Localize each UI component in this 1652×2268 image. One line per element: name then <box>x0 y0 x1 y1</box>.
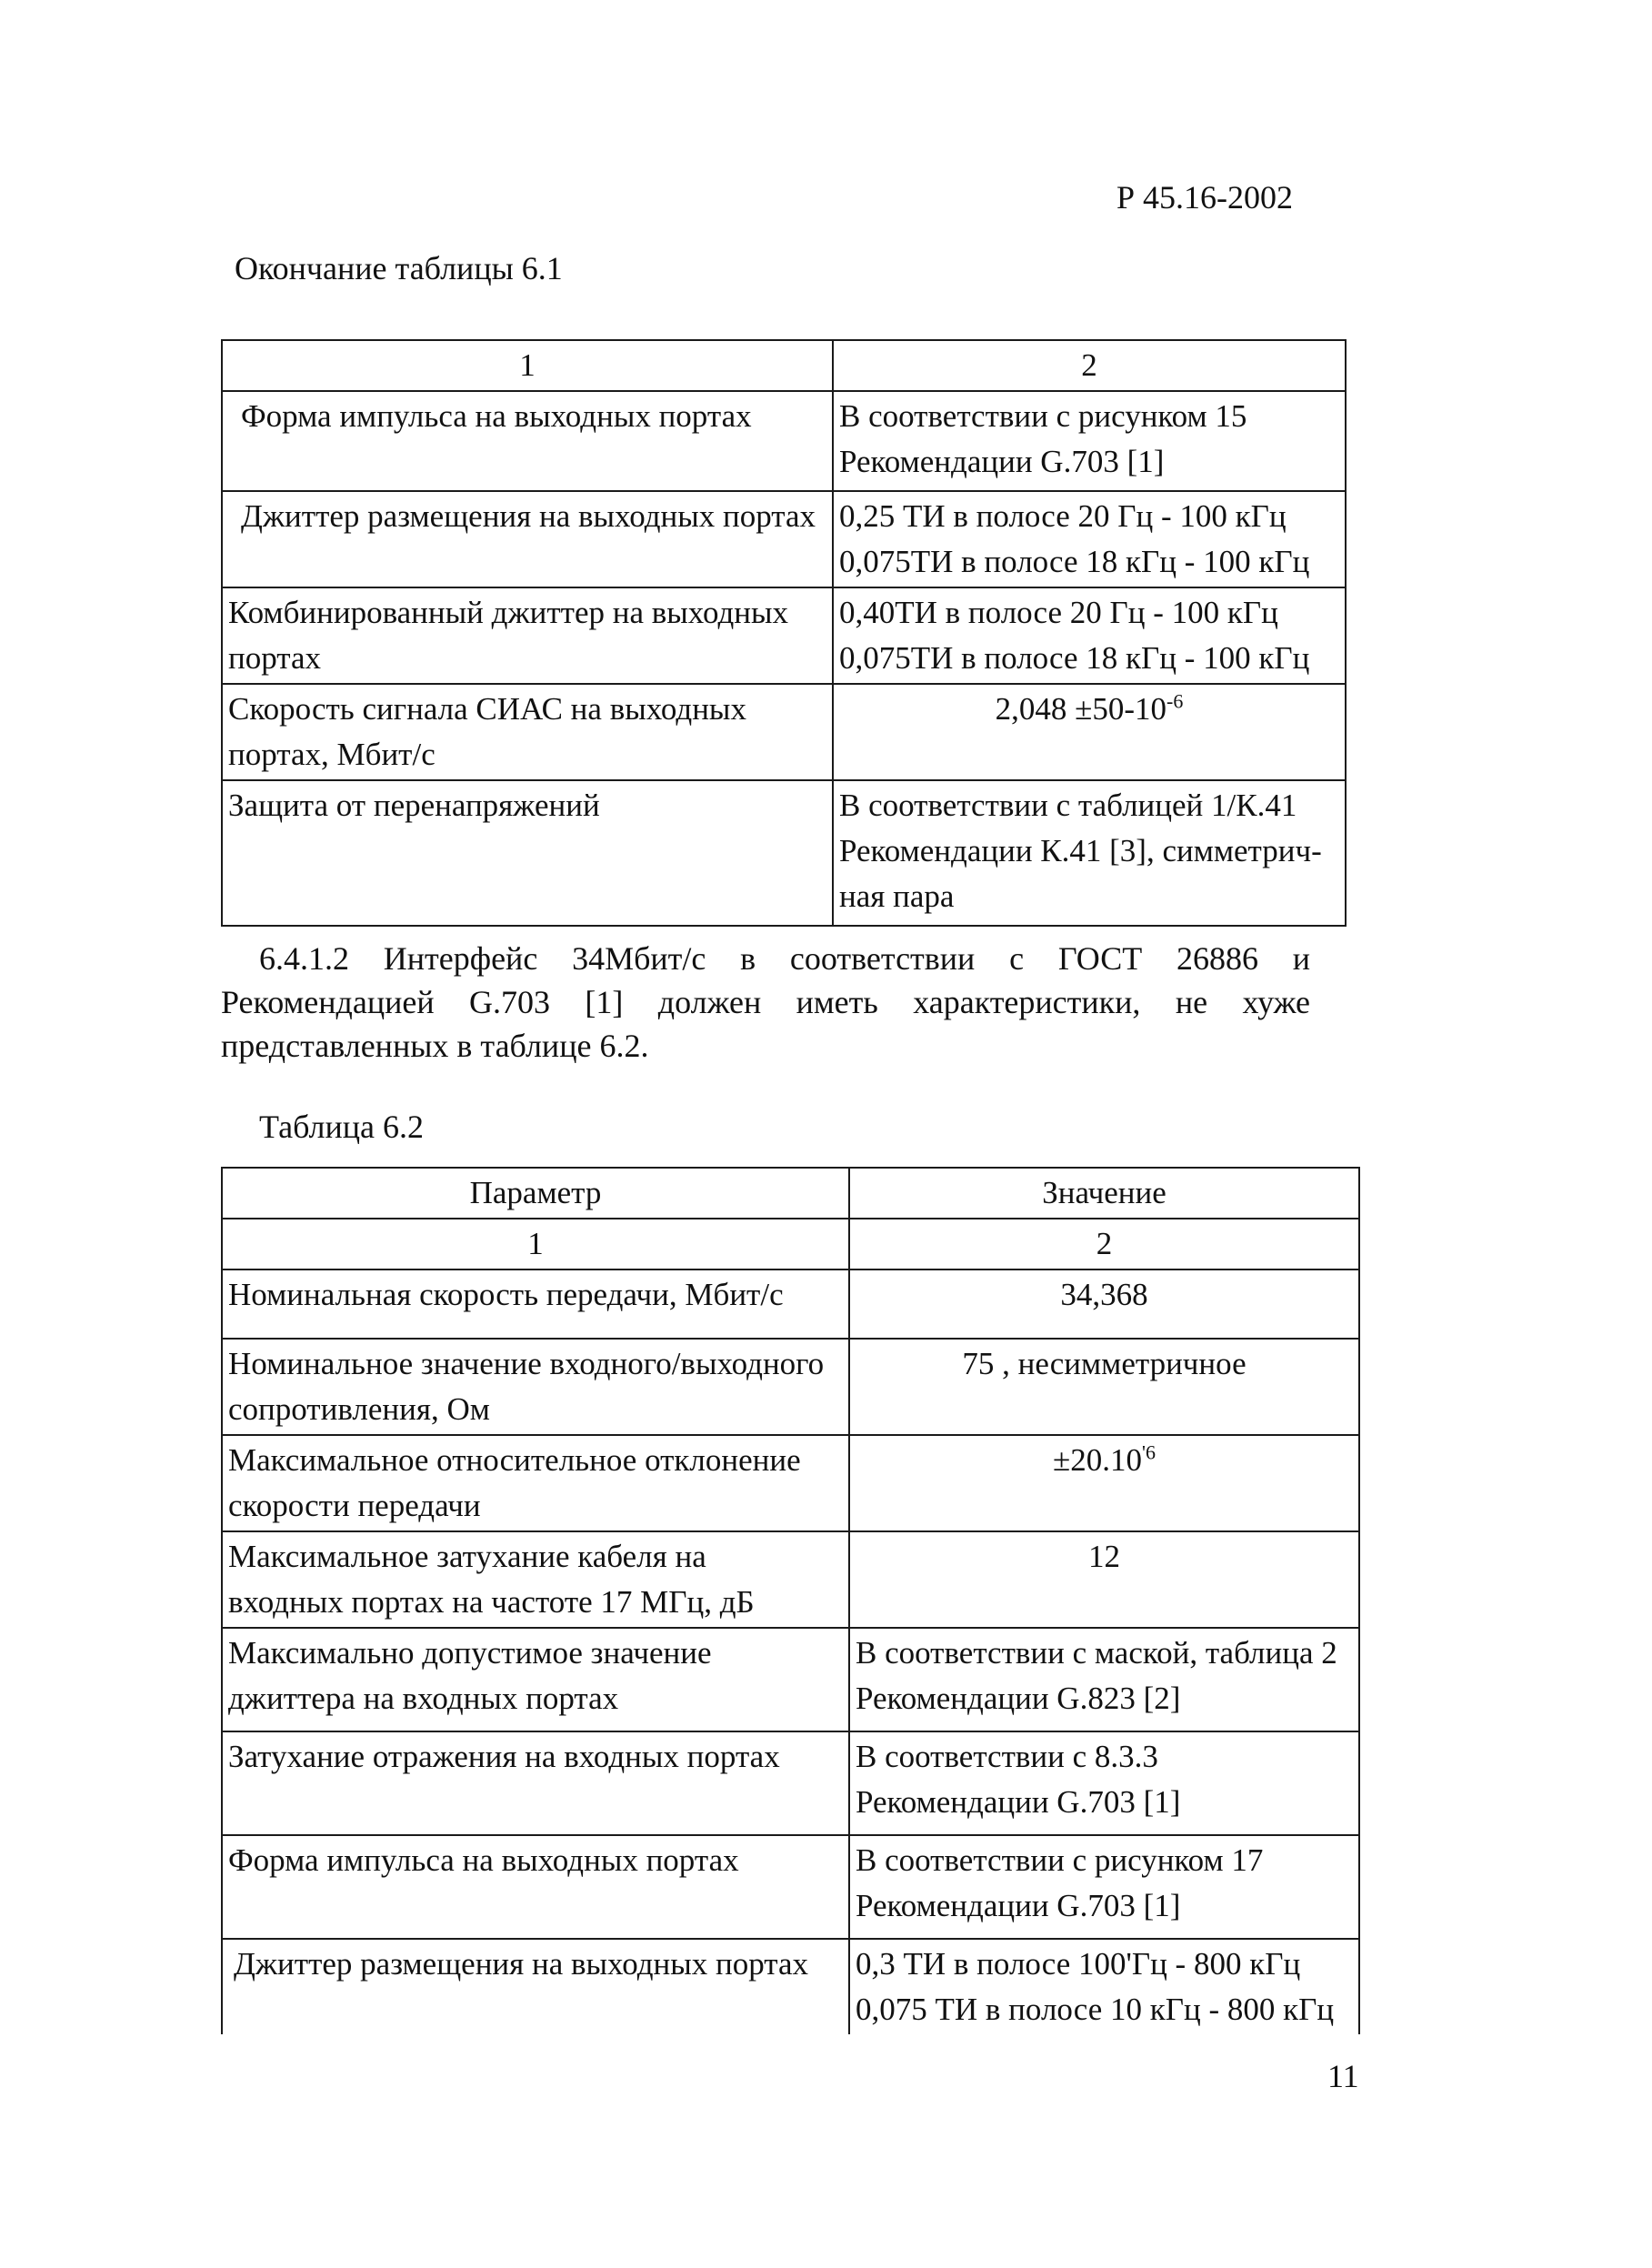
param-cell: Джиттер размещения на выходных портах <box>222 1939 849 2034</box>
value-cell: В соответствии с рисунком 15 Рекомендации G.703 [1] <box>833 391 1346 491</box>
table-row <box>222 1939 1359 2034</box>
value-cell <box>849 1435 1359 1531</box>
param-cell: Джиттер размещения на выходных портах <box>222 491 833 587</box>
param-cell: Затухание отражения на входных портах <box>222 1731 849 1835</box>
column-number: 1 <box>222 340 833 391</box>
value-cell: 75 , несимметричное <box>849 1339 1359 1435</box>
table2-caption: Таблица 6.2 <box>259 1109 424 1145</box>
table-row <box>222 1219 1359 1269</box>
table-row <box>222 391 1346 491</box>
table-6-2 <box>221 1167 1360 2034</box>
value-cell: В соответствии с таблицей 1/К.41 Рекомендации К.41 [3], симметрич- ная пара <box>833 780 1346 926</box>
value-cell: 0,3 ТИ в полосе 100'Гц - 800 кГц 0,075 ТИ в полосе 10 кГц - 800 кГц <box>849 1939 1359 2034</box>
table-row <box>222 491 1346 587</box>
page-number: 11 <box>1327 2058 1359 2094</box>
value-cell: 0,25 ТИ в полосе 20 Гц - 100 кГц 0,075ТИ в полосе 18 кГц - 100 кГц <box>833 491 1346 587</box>
param-cell: Номинальная скорость передачи, Мбит/с <box>222 1269 849 1339</box>
table-6-1 <box>221 339 1347 927</box>
value-cell: 0,40ТИ в полосе 20 Гц - 100 кГц 0,075ТИ в полосе 18 кГц - 100 кГц <box>833 587 1346 684</box>
param-cell: Комбинированный джиттер на выходных портах <box>222 587 833 684</box>
value-text: ±20.10 <box>1053 1442 1142 1478</box>
value-cell <box>833 684 1346 780</box>
table-row <box>222 780 1346 926</box>
param-cell: Форма импульса на выходных портах <box>222 391 833 491</box>
value-exponent: '6 <box>1142 1440 1156 1464</box>
table-header-row <box>222 1168 1359 1219</box>
section-paragraph <box>221 937 1310 1068</box>
value-exponent: -6 <box>1166 689 1184 713</box>
paragraph-text: 6.4.1.2 Интерфейс 34Мбит/с в соответствии с ГОСТ 26886 и Рекомендацией G.703 [1] должен иметь характеристики, не хуже представленных в таблице 6.2. <box>221 940 1310 1064</box>
param-cell: Защита от перенапряжений <box>222 780 833 926</box>
param-cell: Форма импульса на выходных портах <box>222 1835 849 1939</box>
column-header: Параметр <box>222 1168 849 1219</box>
table-row <box>222 587 1346 684</box>
table-row <box>222 1269 1359 1339</box>
column-number: 2 <box>849 1219 1359 1269</box>
table-row <box>222 1835 1359 1939</box>
table-row <box>222 1628 1359 1731</box>
table-row <box>222 1339 1359 1435</box>
table-row <box>222 340 1346 391</box>
param-cell: Максимальное относительное отклонение скорости передачи <box>222 1435 849 1531</box>
column-number: 1 <box>222 1219 849 1269</box>
document-code: Р 45.16-2002 <box>1116 179 1294 216</box>
column-number: 2 <box>833 340 1346 391</box>
table1-caption: Окончание таблицы 6.1 <box>235 250 563 286</box>
value-cell: В соответствии с рисунком 17 Рекомендации G.703 [1] <box>849 1835 1359 1939</box>
param-cell: Номинальное значение входного/выходного сопротивления, Ом <box>222 1339 849 1435</box>
value-text: 2,048 ±50-10 <box>995 691 1167 727</box>
param-cell: Максимально допустимое значение джиттера на входных портах <box>222 1628 849 1731</box>
table-row <box>222 684 1346 780</box>
value-cell: 34,368 <box>849 1269 1359 1339</box>
column-header: Значение <box>849 1168 1359 1219</box>
value-cell: В соответствии с маской, таблица 2 Рекомендации G.823 [2] <box>849 1628 1359 1731</box>
param-cell: Максимальное затухание кабеля на входных портах на частоте 17 МГц, дБ <box>222 1531 849 1628</box>
param-cell: Скорость сигнала СИАС на выходных портах, Мбит/с <box>222 684 833 780</box>
value-cell: В соответствии с 8.3.3 Рекомендации G.703 [1] <box>849 1731 1359 1835</box>
value-cell: 12 <box>849 1531 1359 1628</box>
table-row <box>222 1731 1359 1835</box>
table-row <box>222 1435 1359 1531</box>
table-row <box>222 1531 1359 1628</box>
